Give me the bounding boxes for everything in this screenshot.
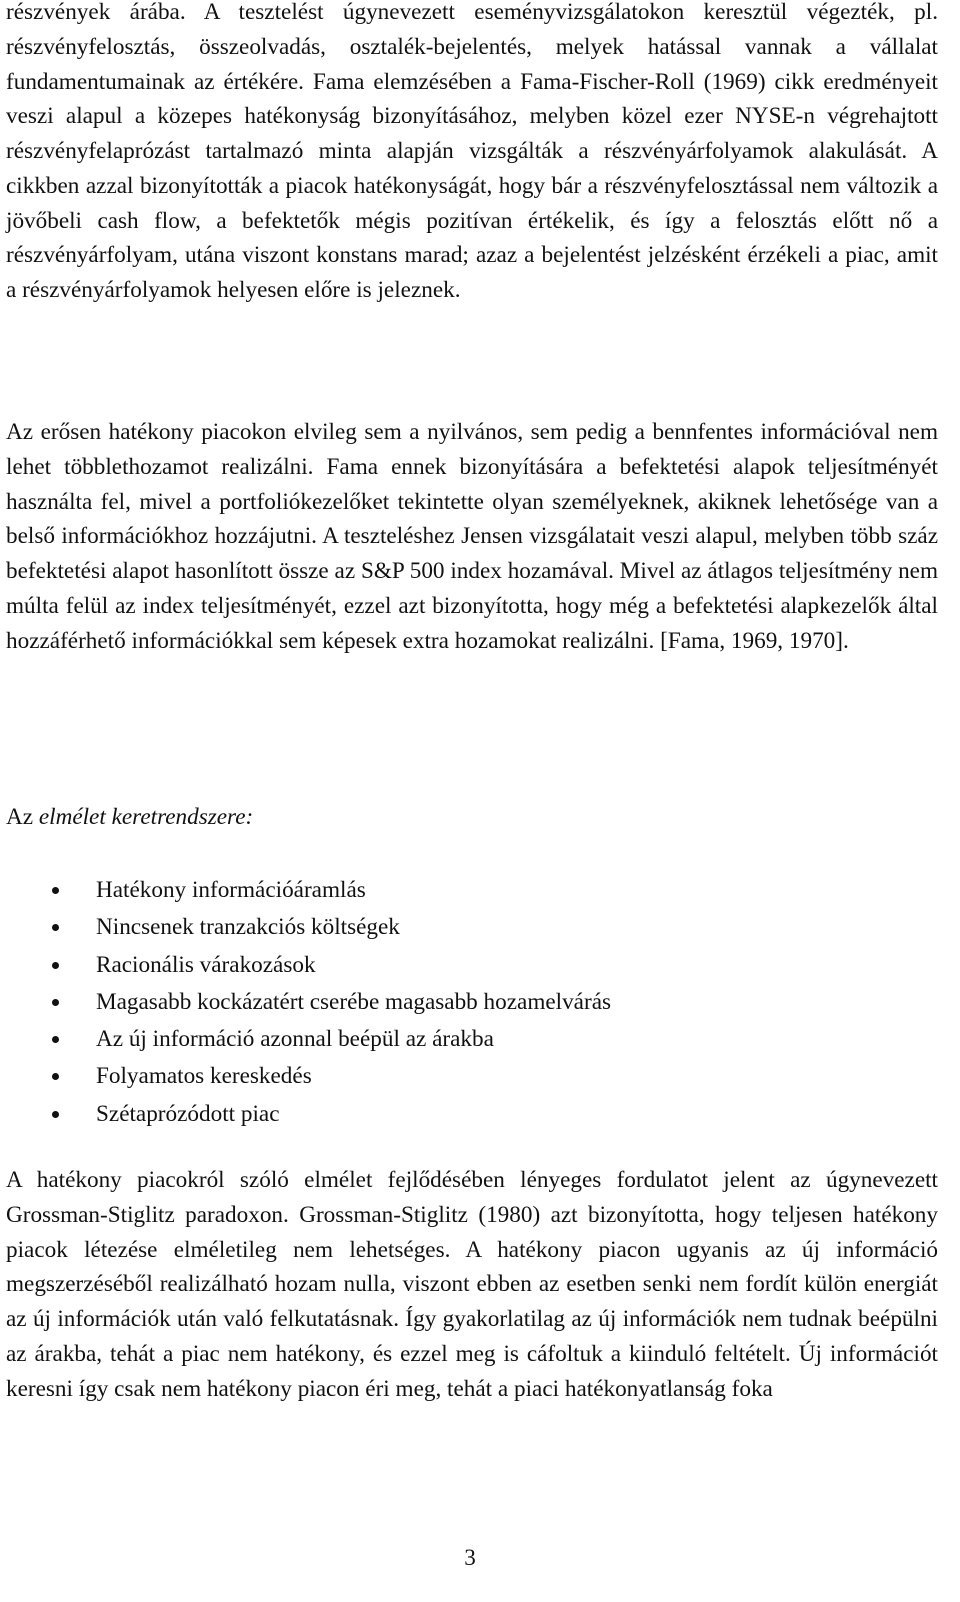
framework-bullet-list: [0, 872, 940, 1133]
bullet-icon: [52, 1036, 59, 1043]
list-item-text: Az új információ azonnal beépül az árakba: [96, 1026, 494, 1053]
list-item-text: Racionális várakozások: [96, 951, 316, 978]
list-item: [0, 872, 940, 909]
list-item: [0, 1096, 940, 1133]
body-paragraph-2: Az erősen hatékony piacokon elvileg sem a nyilvános, sem pedig a bennfentes információval nem lehet többlethozamot realizálni. Fama ennek bizonyítására a befektetési alapok teljesítményét használta fel, mivel a portfoliókezelőket tekintette olyan személyeknek, akiknek lehetősége van a belső információkhoz hozzájutni. A teszteléshez Jensen vizsgálatait veszi alapul, melyben több száz befektetési alapot hasonlított össze az S&P 500 index hozamával. Mivel az átlagos teljesítmény nem múlta felül az index teljesítményét, ezzel azt bizonyította, hogy még a befektetési alapkezelők által hozzáférhető információkkal sem képesek extra hozamokat realizálni. [Fama, 1969, 1970].: [6, 419, 938, 654]
list-item-text: Folyamatos kereskedés: [96, 1063, 312, 1090]
list-item: [0, 1021, 940, 1058]
list-item-text: Hatékony információáramlás: [96, 877, 366, 903]
list-item-text: Szétaprózódott piac: [96, 1100, 280, 1127]
body-paragraph-3: A hatékony piacokról szóló elmélet fejlődésében lényeges fordulatot jelent az úgynevezett Grossman-Stiglitz paradoxon. Grossman-Stiglitz (1980) azt bizonyította, hogy teljesen hatékony piacok létezése elméletileg nem lehetséges. A hatékony piacon ugyanis az új információ megszerzéséből realizálható hozam nulla, viszont ebben az esetben senki nem fordít külön energiát az új információk után való felkutatásnak. Így gyakorlatilag az új információk nem tudnak beépülni az árakba, tehát a piac nem hatékony, és ezzel meg is cáfoltuk a kiinduló feltételt. Új információt keresni így csak nem hatékony piacon éri meg, tehát a piaci hatékonyatlanság foka: [6, 1167, 938, 1402]
bullet-icon: [52, 1111, 59, 1118]
section-heading: [6, 800, 253, 834]
list-item-text: Nincsenek tranzakciós költségek: [96, 914, 400, 941]
bullet-icon: [52, 924, 59, 931]
bullet-icon: [52, 999, 59, 1006]
bullet-icon: [52, 962, 59, 969]
page-number: 3: [464, 1545, 476, 1571]
bullet-icon: [52, 1073, 59, 1080]
heading-italic: elmélet keretrendszere:: [38, 804, 254, 830]
list-item-text: Magasabb kockázatért cserébe magasabb hozamelvárás: [96, 988, 612, 1015]
list-item: [0, 909, 940, 946]
list-item: [0, 947, 940, 984]
heading-prefix: Az: [6, 804, 39, 830]
body-paragraph-1: részvények árába. A tesztelést úgynevezett eseményvizsgálatokon keresztül végezték, pl. részvényfelosztás, összeolvadás, osztalék-bejelentés, melyek hatással vannak a vállalat fundamentumainak az értékére. Fama elemzésében a Fama-Fischer-Roll (1969) cikk eredményeit veszi alapul a közepes hatékonyság bizonyításához, melyben közel ezer NYSE-n végrehajtott részvényfelaprózást tartalmazó minta alapján vizsgálták a részvényárfolyamok alakulását. A cikkben azzal bizonyították a piacok hatékonyságát, hogy bár a részvényfelosztással nem változik a jövőbeli cash flow, a befektetők mégis pozitívan értékelik, és így a felosztás előtt nő a részvényárfolyam, utána viszont konstans marad; azaz a bejelentést jelzésként érzékeli a piac, amit a részvényárfolyamok helyesen előre is jeleznek.: [6, 0, 938, 303]
bullet-icon: [52, 887, 59, 894]
list-item: [0, 1058, 940, 1095]
list-item: [0, 984, 940, 1021]
